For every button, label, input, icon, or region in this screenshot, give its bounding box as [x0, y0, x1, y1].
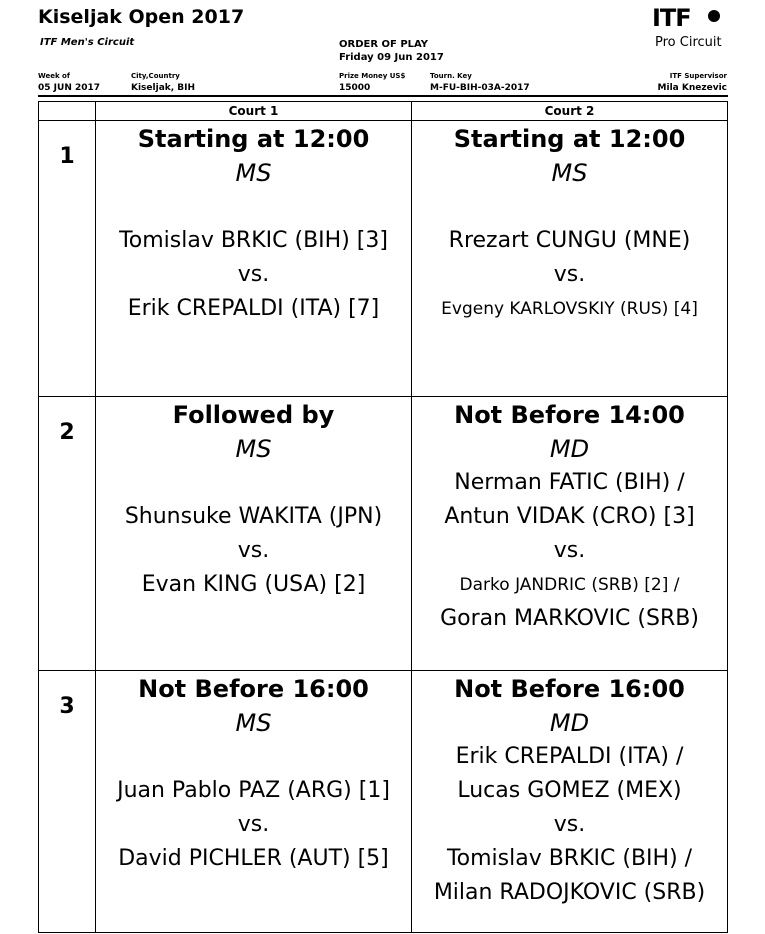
play-date: Friday 09 Jun 2017 — [339, 52, 444, 63]
start-time: Starting at 12:00 — [453, 125, 686, 153]
versus: vs. — [237, 538, 270, 563]
row-number: 2 — [39, 397, 96, 671]
player-line: Goran MARKOVIC (SRB) — [440, 606, 699, 631]
match-cell-court-2 — [412, 671, 728, 933]
match-cell-court-2 — [412, 121, 728, 397]
versus: vs. — [237, 262, 270, 287]
row-number-header — [39, 102, 96, 121]
prize-value: 15000 — [339, 83, 371, 93]
event-code: MS — [235, 159, 272, 187]
player-line: Shunsuke WAKITA (JPN) — [124, 504, 383, 529]
week-label: Week of — [38, 72, 70, 80]
player-line: Rrezart CUNGU (MNE) — [448, 228, 691, 253]
start-time: Not Before 14:00 — [454, 401, 685, 429]
order-of-play-block — [339, 38, 444, 64]
supervisor-label: ITF Supervisor — [669, 72, 727, 80]
start-time: Starting at 12:00 — [137, 125, 370, 153]
versus: vs. — [553, 538, 586, 563]
versus: vs. — [553, 812, 586, 837]
itf-pro-circuit-logo — [652, 4, 734, 56]
versus: vs. — [553, 262, 586, 287]
circuit-subtitle: ITF Men's Circuit — [40, 37, 135, 48]
week-value: 05 JUN 2017 — [38, 83, 101, 93]
event-code: MD — [549, 435, 590, 463]
versus: vs. — [237, 812, 270, 837]
player-line: Milan RADOJKOVIC (SRB) — [433, 880, 706, 905]
player-line: Erik CREPALDI (ITA) / — [455, 744, 684, 769]
schedule-row-2 — [39, 397, 728, 671]
player-line: Antun VIDAK (CRO) [3] — [444, 504, 695, 529]
tennis-ball-icon — [708, 10, 720, 22]
player-line: David PICHLER (AUT) [5] — [118, 846, 389, 871]
player-line: Erik CREPALDI (ITA) [7] — [127, 296, 380, 321]
event-code: MS — [551, 159, 588, 187]
player-line: Evan KING (USA) [2] — [141, 572, 366, 597]
city-label: City,Country — [131, 72, 180, 80]
event-code: MS — [235, 709, 272, 737]
player-line: Tomislav BRKIC (BIH) / — [446, 846, 693, 871]
start-time: Not Before 16:00 — [454, 675, 685, 703]
order-of-play-grid — [38, 101, 728, 933]
match-cell-court-1 — [96, 397, 412, 671]
logo-pro-circuit-text: Pro Circuit — [655, 35, 722, 50]
tournament-title: Kiseljak Open 2017 — [38, 6, 245, 28]
row-number: 1 — [39, 121, 96, 397]
supervisor-value: Mila Knezevic — [657, 83, 727, 93]
tourn-key-value: M-FU-BIH-03A-2017 — [430, 83, 530, 93]
player-line: Nerman FATIC (BIH) / — [454, 470, 685, 495]
event-code: MS — [235, 435, 272, 463]
prize-label: Prize Money US$ — [339, 72, 406, 80]
row-number: 3 — [39, 671, 96, 933]
match-cell-court-2 — [412, 397, 728, 671]
player-line: Darko JANDRIC (SRB) [2] / — [459, 575, 680, 595]
court-1-header: Court 1 — [96, 102, 412, 121]
tourn-key-label: Tourn. Key — [430, 72, 472, 80]
city-value: Kiseljak, BIH — [131, 83, 196, 93]
schedule-row-3 — [39, 671, 728, 933]
match-cell-court-1 — [96, 671, 412, 933]
player-line: Juan Pablo PAZ (ARG) [1] — [117, 778, 390, 803]
header-divider — [38, 95, 728, 97]
logo-itf-text: ITF — [652, 4, 691, 32]
event-code: MD — [549, 709, 590, 737]
player-line: Tomislav BRKIC (BIH) [3] — [119, 228, 388, 253]
player-line: Lucas GOMEZ (MEX) — [457, 778, 682, 803]
court-2-header: Court 2 — [412, 102, 728, 121]
player-line: Evgeny KARLOVSKIY (RUS) [4] — [441, 299, 698, 319]
start-time: Not Before 16:00 — [138, 675, 369, 703]
schedule-row-1 — [39, 121, 728, 397]
start-time: Followed by — [172, 401, 335, 429]
order-of-play-heading: ORDER OF PLAY — [339, 39, 429, 50]
match-cell-court-1 — [96, 121, 412, 397]
